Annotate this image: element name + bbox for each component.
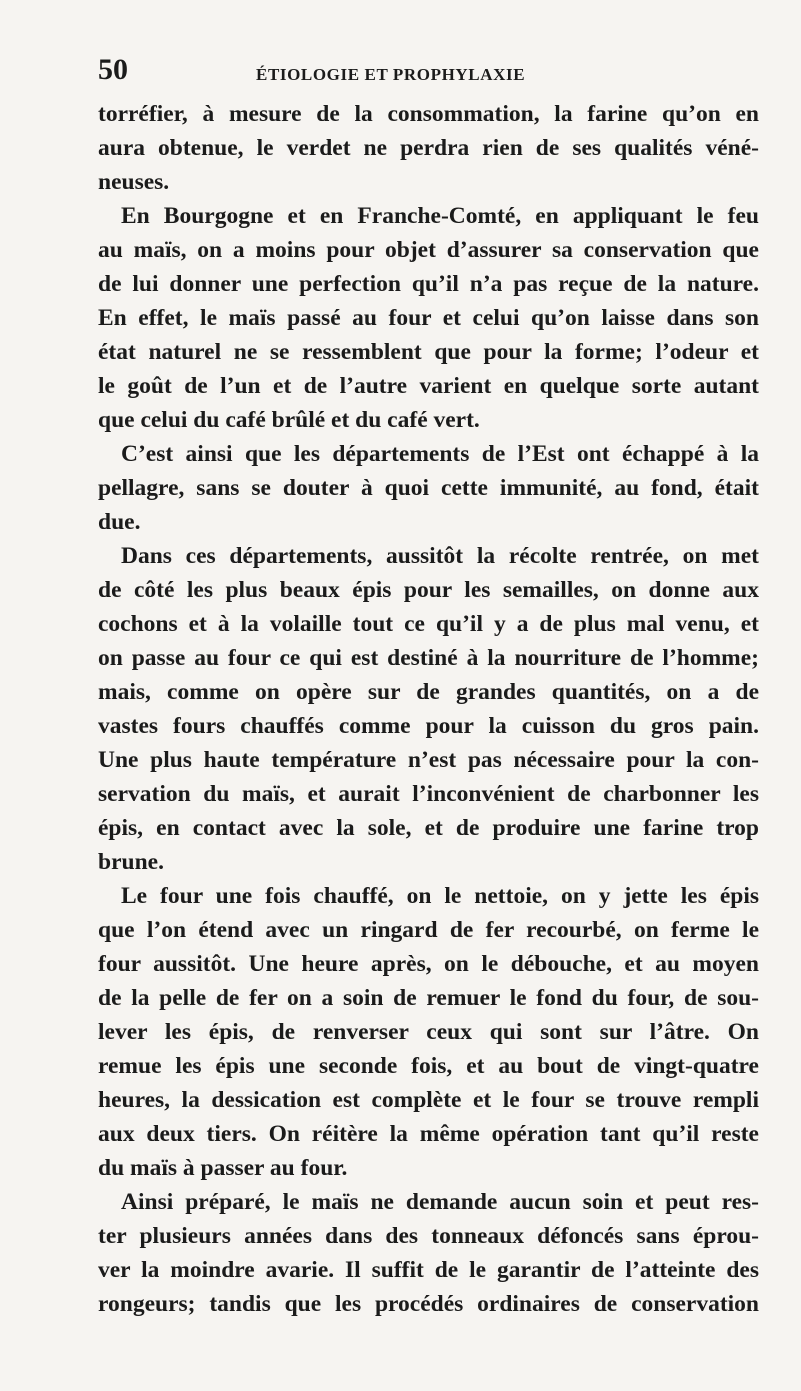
text-line: ter plusieurs années dans des tonneaux défoncés sans éprou-	[98, 1223, 759, 1249]
text-line: que celui du café brûlé et du café vert.	[98, 407, 480, 433]
running-head: ÉTIOLOGIE ET PROPHYLAXIE	[256, 65, 526, 84]
text-line: du maïs à passer au four.	[98, 1155, 348, 1181]
text-line: Une plus haute température n’est pas nécessaire pour la con-	[98, 747, 759, 773]
text-line: four aussitôt. Une heure après, on le débouche, et au moyen	[98, 951, 759, 977]
text-line: pellagre, sans se douter à quoi cette immunité, au fond, était	[98, 475, 759, 501]
text-line: heures, la dessication est complète et le four se trouve rempli	[98, 1087, 759, 1113]
text-line: due.	[98, 509, 141, 535]
text-line: Le four une fois chauffé, on le nettoie, on y jette les épis	[121, 883, 759, 909]
text-line: de côté les plus beaux épis pour les semailles, on donne aux	[98, 577, 759, 603]
text-line: Dans ces départements, aussitôt la récolte rentrée, on met	[121, 543, 759, 569]
text-line: épis, en contact avec la sole, et de produire une farine trop	[98, 815, 759, 841]
text-line: aura obtenue, le verdet ne perdra rien de ses qualités véné-	[98, 135, 759, 161]
text-line: cochons et à la volaille tout ce qu’il y a de plus mal venu, et	[98, 611, 759, 637]
text-line: au maïs, on a moins pour objet d’assurer sa conservation que	[98, 237, 759, 263]
text-line: de lui donner une perfection qu’il n’a pas reçue de la nature.	[98, 271, 759, 297]
page-header	[98, 50, 758, 90]
text-line: mais, comme on opère sur de grandes quantités, on a de	[98, 679, 759, 705]
text-line: En Bourgogne et en Franche-Comté, en appliquant le feu	[121, 203, 759, 229]
text-line: lever les épis, de renverser ceux qui sont sur l’âtre. On	[98, 1019, 759, 1045]
text-line: état naturel ne se ressemblent que pour la forme; l’odeur et	[98, 339, 759, 365]
text-line: brune.	[98, 849, 164, 875]
text-line: Ainsi préparé, le maïs ne demande aucun soin et peut res-	[121, 1189, 759, 1215]
text-line: torréfier, à mesure de la consommation, la farine qu’on en	[98, 101, 759, 127]
text-line: rongeurs; tandis que les procédés ordinaires de conservation	[98, 1291, 759, 1317]
text-line: vastes fours chauffés comme pour la cuisson du gros pain.	[98, 713, 759, 739]
text-line: on passe au four ce qui est destiné à la nourriture de l’homme;	[98, 645, 759, 671]
text-line: que l’on étend avec un ringard de fer recourbé, on ferme le	[98, 917, 759, 943]
text-line: neuses.	[98, 169, 170, 195]
page-number: 50	[98, 53, 128, 86]
text-line: ver la moindre avarie. Il suffit de le garantir de l’atteinte des	[98, 1257, 759, 1283]
text-line: de la pelle de fer on a soin de remuer le fond du four, de sou-	[98, 985, 759, 1011]
text-line: En effet, le maïs passé au four et celui qu’on laisse dans son	[98, 305, 759, 331]
text-line: le goût de l’un et de l’autre varient en quelque sorte autant	[98, 373, 759, 399]
text-line: C’est ainsi que les départements de l’Est ont échappé à la	[121, 441, 759, 467]
text-line: aux deux tiers. On réitère la même opération tant qu’il reste	[98, 1121, 759, 1147]
text-line: remue les épis une seconde fois, et au bout de vingt-quatre	[98, 1053, 759, 1079]
text-line: servation du maïs, et aurait l’inconvénient de charbonner les	[98, 781, 759, 807]
